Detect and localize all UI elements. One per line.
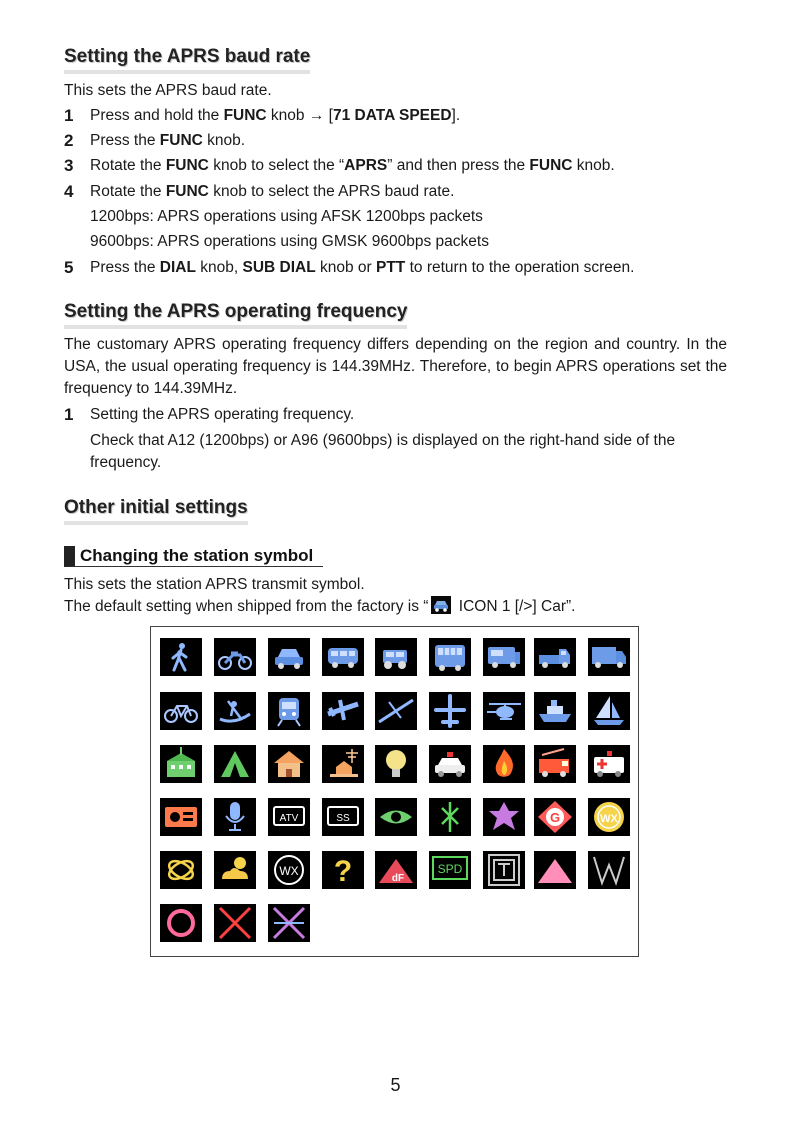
gateway-icon — [534, 798, 576, 836]
frequency-paragraph: The customary APRS operating frequency differs depending on the region and country. In the USA, the usual operating frequency is 144.39MHz. Therefore, to begin APRS operations set the frequency to 144.39MHz. — [64, 336, 727, 397]
svg-text:SS: SS — [336, 813, 350, 824]
van-icon — [322, 638, 364, 676]
station-symbol-line2: The default setting when shipped from the factory is “ ICON 1 [/>] Car”. — [64, 598, 576, 615]
spd-icon — [429, 851, 471, 889]
svg-text:dF: dF — [391, 873, 405, 884]
glider-icon — [375, 692, 417, 730]
star-icon — [483, 798, 525, 836]
small-aircraft-icon — [322, 692, 364, 730]
box-icon — [483, 851, 525, 889]
airplane-icon — [429, 692, 471, 730]
eye-icon — [375, 798, 417, 836]
weather-sun-icon — [214, 851, 256, 889]
svg-text:ATV: ATV — [279, 813, 299, 824]
symbol-grid — [150, 626, 639, 957]
wx-station-icon — [588, 798, 630, 836]
svg-text:?: ? — [333, 855, 353, 888]
bicycle-icon — [160, 692, 202, 730]
radio-icon — [160, 798, 202, 836]
bus-icon — [429, 638, 471, 676]
lightbulb-icon — [375, 745, 417, 783]
svg-text:G: G — [549, 810, 561, 825]
sstv-icon — [322, 798, 364, 836]
truck-icon — [588, 638, 630, 676]
car-icon — [268, 638, 310, 676]
cross-icon — [214, 904, 256, 942]
canoe-icon — [214, 692, 256, 730]
station-symbol-line1: This sets the station APRS transmit symbol. — [64, 576, 365, 593]
atv-icon — [268, 798, 310, 836]
baud-rate-intro: This sets the APRS baud rate. — [64, 82, 272, 99]
fire-truck-icon — [534, 745, 576, 783]
rv-icon — [483, 638, 525, 676]
frequency-step-detail: Check that A12 (1200bps) or A96 (9600bps) is displayed on the right-hand side of the frequency. — [90, 432, 676, 471]
antenna-tower-icon — [429, 798, 471, 836]
option-1200bps: 1200bps: APRS operations using AFSK 1200bps packets — [90, 208, 483, 225]
microphone-icon — [214, 798, 256, 836]
house-icon — [268, 745, 310, 783]
police-car-icon — [429, 745, 471, 783]
ambulance-icon — [588, 745, 630, 783]
svg-text:SPD: SPD — [437, 862, 463, 876]
section-title-baud-rate: Setting the APRS baud rate — [64, 46, 310, 74]
subsection-title-station-symbol: Changing the station symbol — [64, 546, 323, 567]
helicopter-icon — [483, 692, 525, 730]
satellite-icon — [160, 851, 202, 889]
x-star-icon — [268, 904, 310, 942]
svg-text:WX: WX — [279, 864, 299, 878]
pickup-truck-icon — [534, 638, 576, 676]
qth-antenna-icon — [322, 745, 364, 783]
train-icon — [268, 692, 310, 730]
car-icon — [431, 596, 451, 614]
page-number: 5 — [390, 1075, 401, 1095]
section-title-frequency: Setting the APRS operating frequency — [64, 301, 407, 329]
fire-icon — [483, 745, 525, 783]
question-icon — [322, 851, 364, 889]
campground-icon — [214, 745, 256, 783]
df-icon — [375, 851, 417, 889]
ship-icon — [534, 692, 576, 730]
triangle-icon — [534, 851, 576, 889]
option-9600bps: 9600bps: APRS operations using GMSK 9600bps packets — [90, 233, 489, 250]
jeep-icon — [375, 638, 417, 676]
sailboat-icon — [588, 692, 630, 730]
circle-icon — [160, 904, 202, 942]
motorcycle-icon — [214, 638, 256, 676]
svg-text:WX: WX — [600, 813, 618, 825]
school-icon — [160, 745, 202, 783]
wx-icon — [268, 851, 310, 889]
section-title-other: Other initial settings — [64, 497, 248, 525]
w-icon — [588, 851, 630, 889]
walker-icon — [160, 638, 202, 676]
